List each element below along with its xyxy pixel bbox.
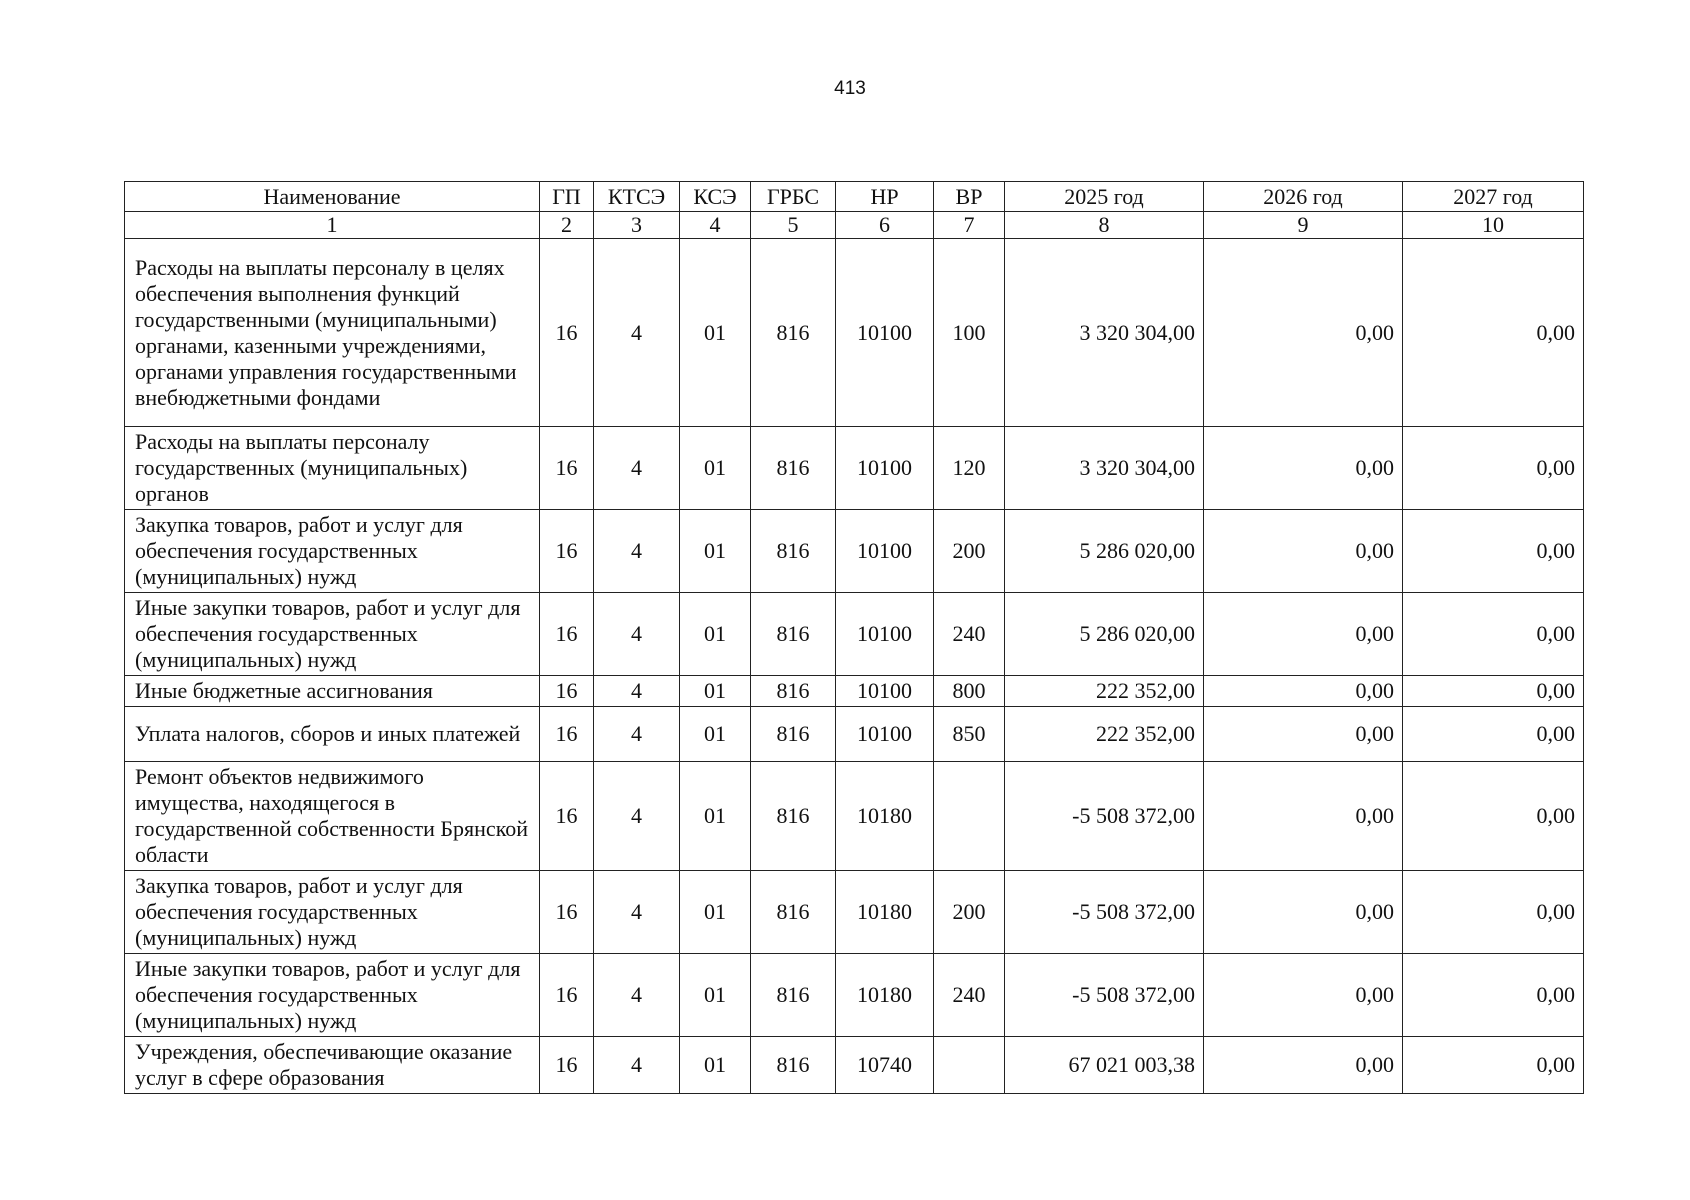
row-2025: 3 320 304,00 [1005,239,1204,427]
row-gp: 16 [540,1037,594,1094]
table-row [125,676,1584,707]
row-vr: 850 [934,707,1005,762]
header-gp: ГП [540,182,594,212]
table-row [125,239,1584,427]
row-2027: 0,00 [1403,510,1584,593]
row-vr [934,762,1005,871]
row-ktse: 4 [594,427,680,510]
table-row [125,427,1584,510]
row-ktse: 4 [594,676,680,707]
row-nr: 10100 [836,510,934,593]
row-ktse: 4 [594,510,680,593]
row-2026: 0,00 [1204,593,1403,676]
column-number: 9 [1204,212,1403,239]
row-2026: 0,00 [1204,954,1403,1037]
row-vr: 800 [934,676,1005,707]
row-2026: 0,00 [1204,1037,1403,1094]
column-number: 2 [540,212,594,239]
row-grbs: 816 [751,707,836,762]
row-nr: 10100 [836,593,934,676]
table-row [125,1037,1584,1094]
row-nr: 10100 [836,707,934,762]
row-2027: 0,00 [1403,954,1584,1037]
row-nr: 10180 [836,762,934,871]
row-2025: 67 021 003,38 [1005,1037,1204,1094]
row-grbs: 816 [751,762,836,871]
row-2025: 3 320 304,00 [1005,427,1204,510]
row-kse: 01 [680,676,751,707]
row-name: Расходы на выплаты персоналу государственных (муниципальных) органов [125,427,540,510]
row-2027: 0,00 [1403,762,1584,871]
row-ktse: 4 [594,762,680,871]
row-gp: 16 [540,676,594,707]
row-gp: 16 [540,762,594,871]
row-name: Иные закупки товаров, работ и услуг для обеспечения государственных (муниципальных) нужд [125,593,540,676]
row-vr [934,1037,1005,1094]
row-vr: 240 [934,954,1005,1037]
row-grbs: 816 [751,239,836,427]
row-2026: 0,00 [1204,676,1403,707]
budget-table [124,181,1584,1094]
row-kse: 01 [680,1037,751,1094]
header-nr: НР [836,182,934,212]
row-grbs: 816 [751,593,836,676]
row-2027: 0,00 [1403,1037,1584,1094]
row-nr: 10740 [836,1037,934,1094]
row-grbs: 816 [751,510,836,593]
column-number-row [125,212,1584,239]
row-kse: 01 [680,707,751,762]
row-name: Закупка товаров, работ и услуг для обеспечения государственных (муниципальных) нужд [125,871,540,954]
row-gp: 16 [540,707,594,762]
header-2027: 2027 год [1403,182,1584,212]
row-grbs: 816 [751,871,836,954]
row-2025: 222 352,00 [1005,676,1204,707]
row-2025: 5 286 020,00 [1005,593,1204,676]
row-kse: 01 [680,510,751,593]
row-gp: 16 [540,239,594,427]
row-vr: 120 [934,427,1005,510]
header-ktse: КТСЭ [594,182,680,212]
header-row [125,182,1584,212]
header-vr: ВР [934,182,1005,212]
row-2025: -5 508 372,00 [1005,762,1204,871]
header-kse: КСЭ [680,182,751,212]
row-nr: 10100 [836,427,934,510]
row-2026: 0,00 [1204,427,1403,510]
row-kse: 01 [680,762,751,871]
row-vr: 240 [934,593,1005,676]
column-number: 7 [934,212,1005,239]
header-name: Наименование [125,182,540,212]
row-name: Иные бюджетные ассигнования [125,676,540,707]
row-vr: 100 [934,239,1005,427]
row-name: Закупка товаров, работ и услуг для обеспечения государственных (муниципальных) нужд [125,510,540,593]
row-2027: 0,00 [1403,707,1584,762]
row-2025: 5 286 020,00 [1005,510,1204,593]
row-2025: 222 352,00 [1005,707,1204,762]
row-2027: 0,00 [1403,427,1584,510]
table-row [125,954,1584,1037]
row-ktse: 4 [594,1037,680,1094]
row-2025: -5 508 372,00 [1005,871,1204,954]
row-ktse: 4 [594,871,680,954]
column-number: 10 [1403,212,1584,239]
row-2026: 0,00 [1204,762,1403,871]
row-nr: 10180 [836,954,934,1037]
row-vr: 200 [934,871,1005,954]
row-nr: 10100 [836,676,934,707]
header-2025: 2025 год [1005,182,1204,212]
table-row [125,593,1584,676]
row-kse: 01 [680,871,751,954]
row-name: Уплата налогов, сборов и иных платежей [125,707,540,762]
row-name: Учреждения, обеспечивающие оказание услуг в сфере образования [125,1037,540,1094]
row-name: Расходы на выплаты персоналу в целях обеспечения выполнения функций государственными (муниципальными) органами, казенными учреждениями, органами управления государственными внебюджетными фондами [125,239,540,427]
column-number: 6 [836,212,934,239]
row-2027: 0,00 [1403,871,1584,954]
column-number: 1 [125,212,540,239]
row-grbs: 816 [751,676,836,707]
row-kse: 01 [680,954,751,1037]
header-grbs: ГРБС [751,182,836,212]
row-vr: 200 [934,510,1005,593]
row-nr: 10100 [836,239,934,427]
row-gp: 16 [540,510,594,593]
row-ktse: 4 [594,954,680,1037]
row-gp: 16 [540,871,594,954]
row-kse: 01 [680,427,751,510]
row-2025: -5 508 372,00 [1005,954,1204,1037]
row-ktse: 4 [594,707,680,762]
row-name: Ремонт объектов недвижимого имущества, находящегося в государственной собственности Брянской области [125,762,540,871]
row-kse: 01 [680,593,751,676]
row-gp: 16 [540,427,594,510]
row-2026: 0,00 [1204,510,1403,593]
header-2026: 2026 год [1204,182,1403,212]
column-number: 8 [1005,212,1204,239]
row-name: Иные закупки товаров, работ и услуг для обеспечения государственных (муниципальных) нужд [125,954,540,1037]
table-row [125,510,1584,593]
column-number: 3 [594,212,680,239]
table-row [125,762,1584,871]
row-kse: 01 [680,239,751,427]
table-row [125,707,1584,762]
row-2026: 0,00 [1204,871,1403,954]
page-number: 413 [834,78,866,99]
row-grbs: 816 [751,954,836,1037]
row-2026: 0,00 [1204,707,1403,762]
row-2027: 0,00 [1403,676,1584,707]
column-number: 4 [680,212,751,239]
row-ktse: 4 [594,239,680,427]
row-nr: 10180 [836,871,934,954]
row-gp: 16 [540,593,594,676]
row-2026: 0,00 [1204,239,1403,427]
row-2027: 0,00 [1403,593,1584,676]
row-2027: 0,00 [1403,239,1584,427]
row-gp: 16 [540,954,594,1037]
row-grbs: 816 [751,427,836,510]
column-number: 5 [751,212,836,239]
row-ktse: 4 [594,593,680,676]
row-grbs: 816 [751,1037,836,1094]
table-row [125,871,1584,954]
